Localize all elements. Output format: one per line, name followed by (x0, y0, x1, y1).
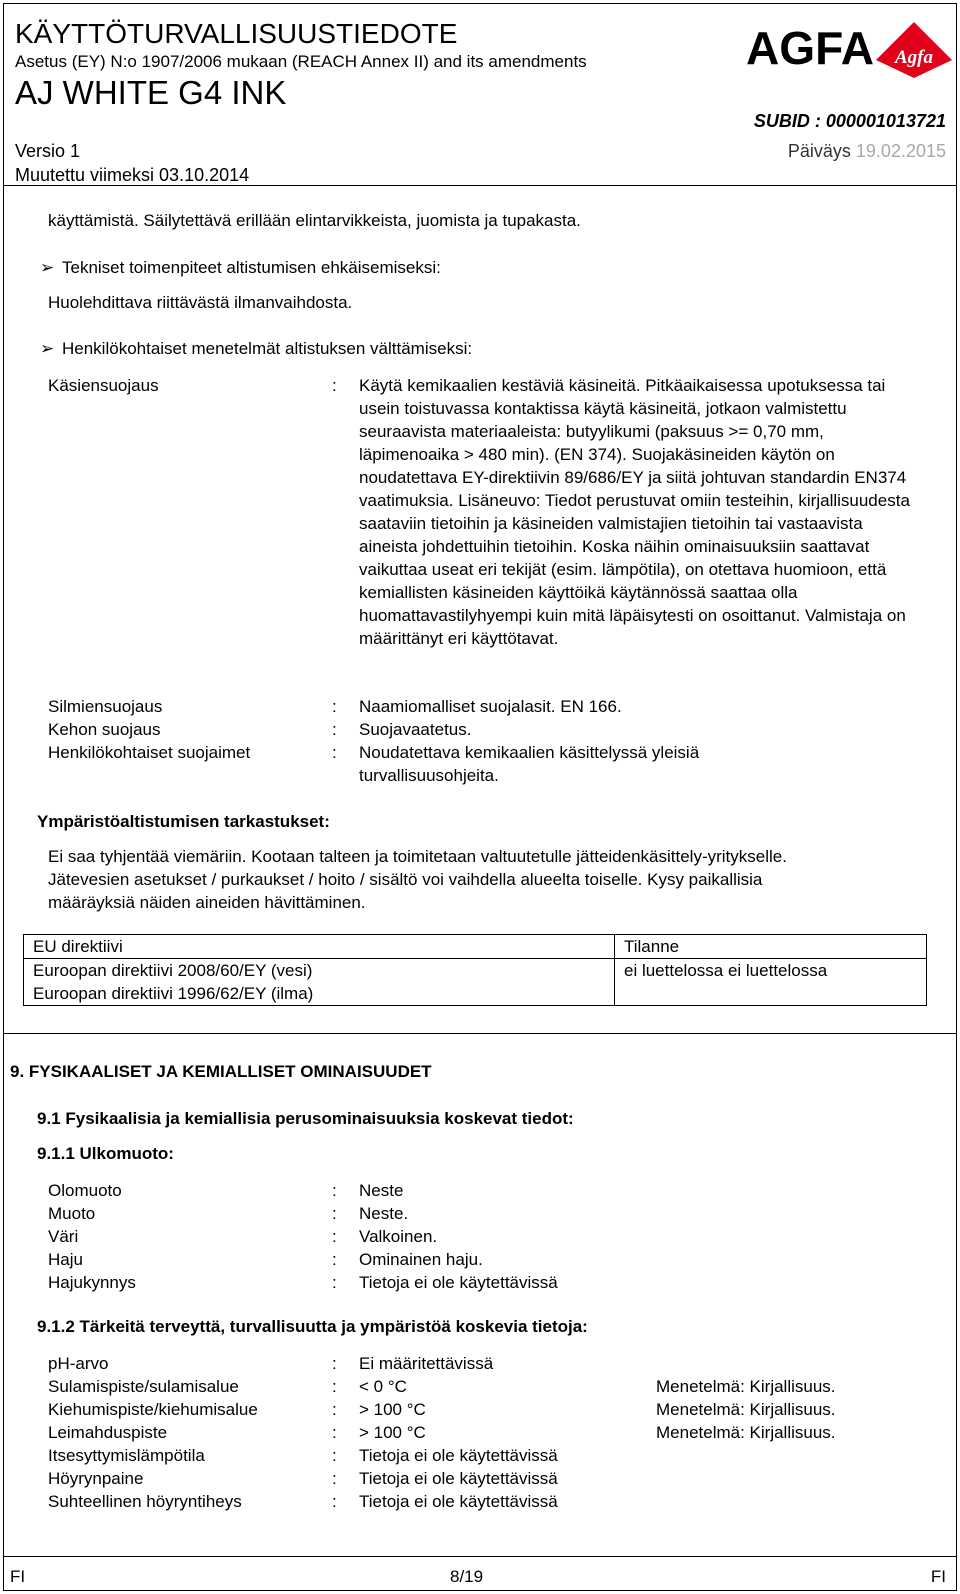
environment-heading: Ympäristöaltistumisen tarkastukset: (37, 812, 330, 831)
appearance-value: Neste. (359, 1204, 409, 1223)
directive-table (23, 934, 927, 1006)
colon: : (332, 1377, 337, 1396)
section-9-1-1-title: 9.1.1 Ulkomuoto: (37, 1144, 174, 1163)
colon: : (332, 1181, 337, 1200)
appearance-value: Ominainen haju. (359, 1250, 483, 1269)
appearance-label: Olomuoto (48, 1181, 122, 1200)
property-label: Leimahduspiste (48, 1423, 168, 1442)
property-label: Höyrynpaine (48, 1469, 144, 1488)
date-label: Päiväys (787, 141, 851, 161)
subid: SUBID : 000001013721 (753, 111, 946, 131)
property-method: Menetelmä: Kirjallisuus. (656, 1377, 836, 1396)
directive-item: Euroopan direktiivi 2008/60/EY (vesi) (33, 961, 313, 980)
technical-heading-text: Tekniset toimenpiteet altistumisen ehkäisemiseksi: (62, 258, 441, 277)
document-title: KÄYTTÖTURVALLISUUSTIEDOTE (15, 18, 458, 49)
colon: : (332, 1250, 337, 1269)
property-value: > 100 °C (359, 1400, 426, 1419)
property-value: Tietoja ei ole käytettävissä (359, 1446, 558, 1465)
colon: : (332, 1423, 337, 1442)
property-value: Tietoja ei ole käytettävissä (359, 1469, 558, 1488)
personal-equipment-value: Noudatettava kemikaalien käsittelyssä yleisiä turvallisuusohjeita. (359, 743, 700, 785)
property-value: Tietoja ei ole käytettävissä (359, 1492, 558, 1511)
date-value: 19.02.2015 (855, 141, 946, 161)
issue-date (788, 140, 946, 162)
directive-item: Euroopan direktiivi 1996/62/EY (ilma) (33, 984, 314, 1003)
environment-line-1: Ei saa tyhjentää viemäriin. Kootaan talteen ja toimitetaan valtuutetulle jätteidenkäsittely-yritykselle. (48, 847, 787, 866)
property-value: > 100 °C (359, 1423, 426, 1442)
section-9-1-2-title: 9.1.2 Tärkeitä terveyttä, turvallisuutta ja ympäristöä koskevia tietoja: (37, 1317, 588, 1336)
body-protection-value: Suojavaatetus. (359, 720, 472, 739)
appearance-label: Väri (48, 1227, 79, 1246)
header-divider (4, 185, 956, 186)
colon: : (332, 743, 337, 762)
appearance-value: Valkoinen. (359, 1227, 438, 1246)
colon: : (332, 1492, 337, 1511)
section-9-title: 9. FYSIKAALISET JA KEMIALLISET OMINAISUUDET (10, 1062, 432, 1081)
table-header-status: Tilanne (615, 935, 927, 959)
body-protection-label: Kehon suojaus (48, 720, 161, 739)
property-method: Menetelmä: Kirjallisuus. (656, 1400, 836, 1419)
property-label: Sulamispiste/sulamisalue (48, 1377, 239, 1396)
personal-heading (40, 337, 472, 360)
arrow-icon: ➢ (40, 339, 55, 358)
table-cell-status: ei luettelossa ei luettelossa (615, 959, 927, 1006)
property-value: Ei määritettävissä (359, 1354, 494, 1373)
page-number: 8/19 (450, 1567, 484, 1586)
footer-language-left: FI (10, 1567, 26, 1586)
appearance-value: Neste (359, 1181, 404, 1200)
eye-protection-label: Silmiensuojaus (48, 697, 163, 716)
property-label: Kiehumispiste/kiehumisalue (48, 1400, 258, 1419)
environment-line-2: Jätevesien asetukset / purkaukset / hoito / sisältö voi vaihdella alueelta toiselle. Kysy paikallisia (48, 870, 763, 889)
eye-protection-value: Naamiomalliset suojalasit. EN 166. (359, 697, 622, 716)
appearance-label: Haju (48, 1250, 83, 1269)
personal-heading-text: Henkilökohtaiset menetelmät altistuksen välttämiseksi: (62, 339, 473, 358)
hand-protection-label: Käsiensuojaus (48, 376, 159, 395)
table-row (24, 959, 927, 1006)
appearance-label: Muoto (48, 1204, 96, 1223)
footer-language-right: FI (930, 1567, 946, 1586)
appearance-value: Tietoja ei ole käytettävissä (359, 1273, 558, 1292)
property-label: pH-arvo (48, 1354, 109, 1373)
agfa-logo (746, 20, 954, 80)
colon: : (332, 1227, 337, 1246)
regulation-line: Asetus (EY) N:o 1907/2006 mukaan (REACH Annex II) and its amendments (15, 52, 587, 71)
property-value: < 0 °C (359, 1377, 407, 1396)
table-header-directive: EU direktiivi (24, 935, 615, 959)
section-9-1-title: 9.1 Fysikaalisia ja kemiallisia perusominaisuuksia koskevat tiedot: (37, 1109, 574, 1128)
property-label: Itsesyttymislämpötila (48, 1446, 205, 1465)
property-label: Suhteellinen höyryntiheys (48, 1492, 242, 1511)
technical-text: Huolehdittava riittävästä ilmanvaihdosta. (48, 293, 353, 312)
table-cell-directives (24, 959, 615, 1006)
colon: : (332, 376, 337, 395)
colon: : (332, 1273, 337, 1292)
personal-equipment-label: Henkilökohtaiset suojaimet (48, 743, 251, 762)
colon: : (332, 1204, 337, 1223)
logo-wordmark: AGFA (746, 22, 874, 74)
table-row (24, 935, 927, 959)
appearance-label: Hajukynnys (48, 1273, 136, 1292)
section-divider (4, 1033, 956, 1034)
colon: : (332, 1400, 337, 1419)
footer-divider (4, 1556, 956, 1557)
colon: : (332, 1354, 337, 1373)
last-modified: Muutettu viimeksi 03.10.2014 (15, 165, 250, 185)
intro-line: käyttämistä. Säilytettävä erillään elintarvikkeista, juomista ja tupakasta. (48, 211, 581, 230)
colon: : (332, 720, 337, 739)
colon: : (332, 1469, 337, 1488)
document-page (3, 3, 957, 1591)
colon: : (332, 1446, 337, 1465)
environment-line-3: määräyksiä näiden aineiden hävittäminen. (48, 893, 366, 912)
arrow-icon: ➢ (40, 258, 55, 277)
property-method: Menetelmä: Kirjallisuus. (656, 1423, 836, 1442)
logo-badge-text: Agfa (895, 47, 933, 68)
version: Versio 1 (15, 141, 81, 161)
hand-protection-value: Käytä kemikaalien kestäviä käsineitä. Pitkäaikaisessa upotuksessa tai usein toistuvassa kontaktissa käytä käsineitä, jotkaon valmistettu seuraavista materiaaleista: butyylikumi (paksuus >= 0,70 mm, läpimenoaika > 480 min). (EN 374). Suojakäsineiden käytön on noudatettava EY-direktiivin 89/686/EY ja siitä johtuvan standardin EN374 vaatimuksia. Lisäneuvo: Tiedot perustuvat omiin testeihin, kirjallisuudesta saataviin tietoihin ja käsineiden valmistajien tietoihin tai vastaavista aineista johdettuihin tietoihin. Koska näihin ominaisuuksiin saattavat vaikuttaa useat eri tekijät (esim. lämpötila), on otettava huomioon, että kemiallisten käsineiden käyttöikä käytännössä saattaa olla huomattavastilyhyempi kuin mitä läpäisytesti on osoittanut. Valmistaja on määrittänyt eri käyttötavat. (359, 376, 910, 648)
technical-heading (40, 256, 441, 279)
colon: : (332, 697, 337, 716)
product-name: AJ WHITE G4 INK (15, 74, 287, 111)
